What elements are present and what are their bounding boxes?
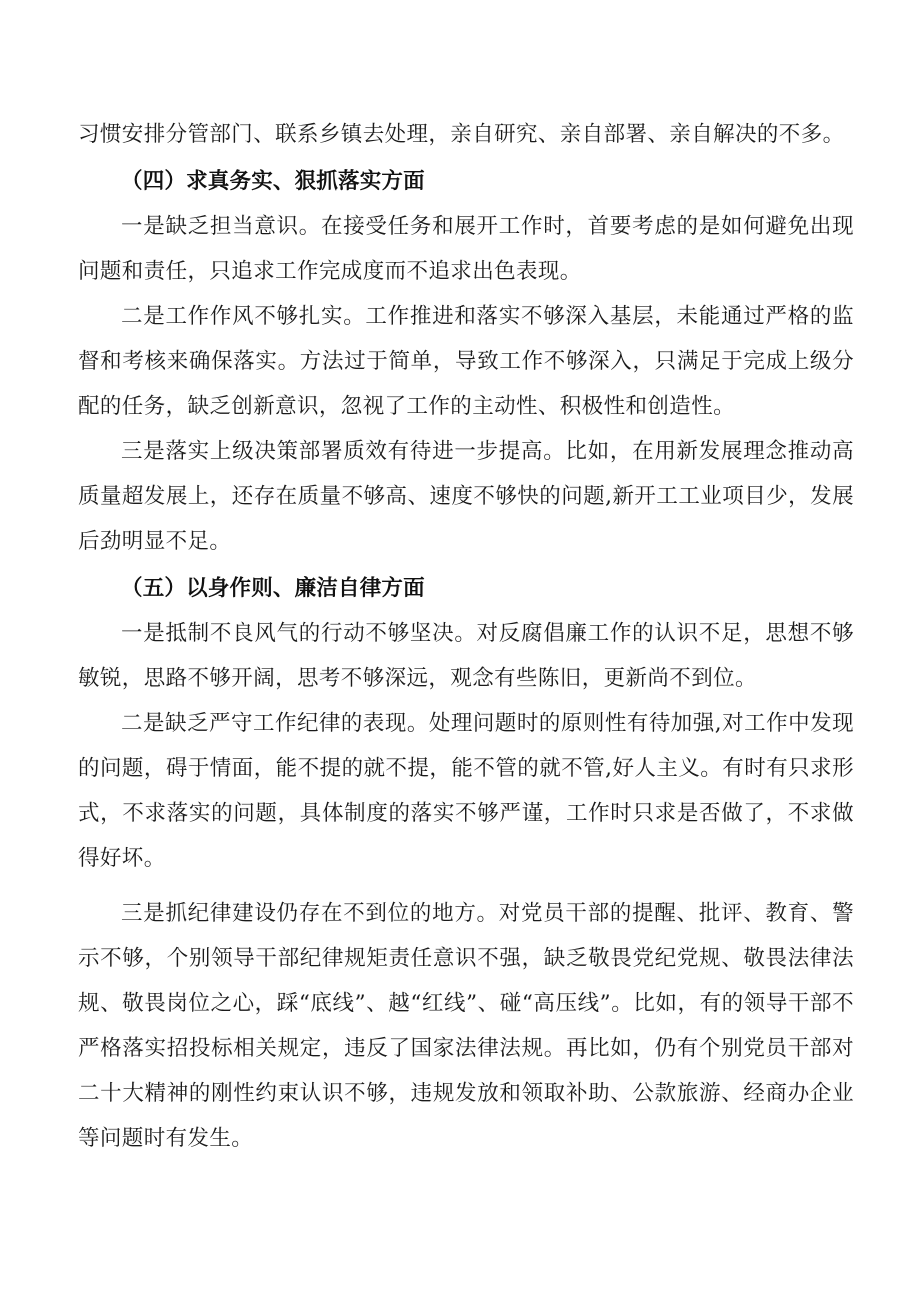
section-5-paragraph-1: 一是抵制不良风气的行动不够坚决。对反腐倡廉工作的认识不足，思想不够敏锐，思路不够开阔，思考不够深远，观念有些陈旧，更新尚不到位。 <box>78 621 854 691</box>
section-5-paragraph-2: 二是缺乏严守工作纪律的表现。处理问题时的原则性有待加强,对工作中发现的问题，碍于情面，能不提的就不提，能不管的就不管,好人主义。有时有只求形式，不求落实的问题，具体制度的落实不够严谨，工作时只求是否做了，不求做得好坏。 <box>78 711 854 871</box>
section-4-paragraph-3: 三是落实上级决策部署质效有待进一步提高。比如，在用新发展理念推动高质量超发展上，还存在质量不够高、速度不够快的问题,新开工工业项目少，发展后劲明显不足。 <box>78 439 854 554</box>
section-heading-4: （四）求真务实、狠抓落实方面 <box>121 169 425 194</box>
document-body <box>78 112 854 1161</box>
section-4-paragraph-1: 一是缺乏担当意识。在接受任务和展开工作时，首要考虑的是如何避免出现问题和责任，只追求工作完成度而不追求出色表现。 <box>78 214 854 284</box>
section-4-paragraph-2: 二是工作作风不够扎实。工作推进和落实不够深入基层，未能通过严格的监督和考核来确保落实。方法过于简单，导致工作不够深入，只满足于完成上级分配的任务，缺乏创新意识，忽视了工作的主动性、积极性和创造性。 <box>78 304 854 419</box>
paragraph-intro-continuation: 习惯安排分管部门、联系乡镇去处理，亲自研究、亲自部署、亲自解决的不多。 <box>78 122 845 147</box>
section-heading-5: （五）以身作则、廉洁自律方面 <box>121 576 425 601</box>
section-5-paragraph-3: 三是抓纪律建设仍存在不到位的地方。对党员干部的提醒、批评、教育、警示不够，个别领导干部纪律规矩责任意识不强，缺乏敬畏党纪党规、敬畏法律法规、敬畏岗位之心，踩“底线”、越“红线”、碰“高压线”。比如，有的领导干部不严格落实招投标相关规定，违反了国家法律法规。再比如，仍有个别党员干部对二十大精神的刚性约束认识不够，违规发放和领取补助、公款旅游、经商办企业等问题时有发生。 <box>78 901 854 1151</box>
